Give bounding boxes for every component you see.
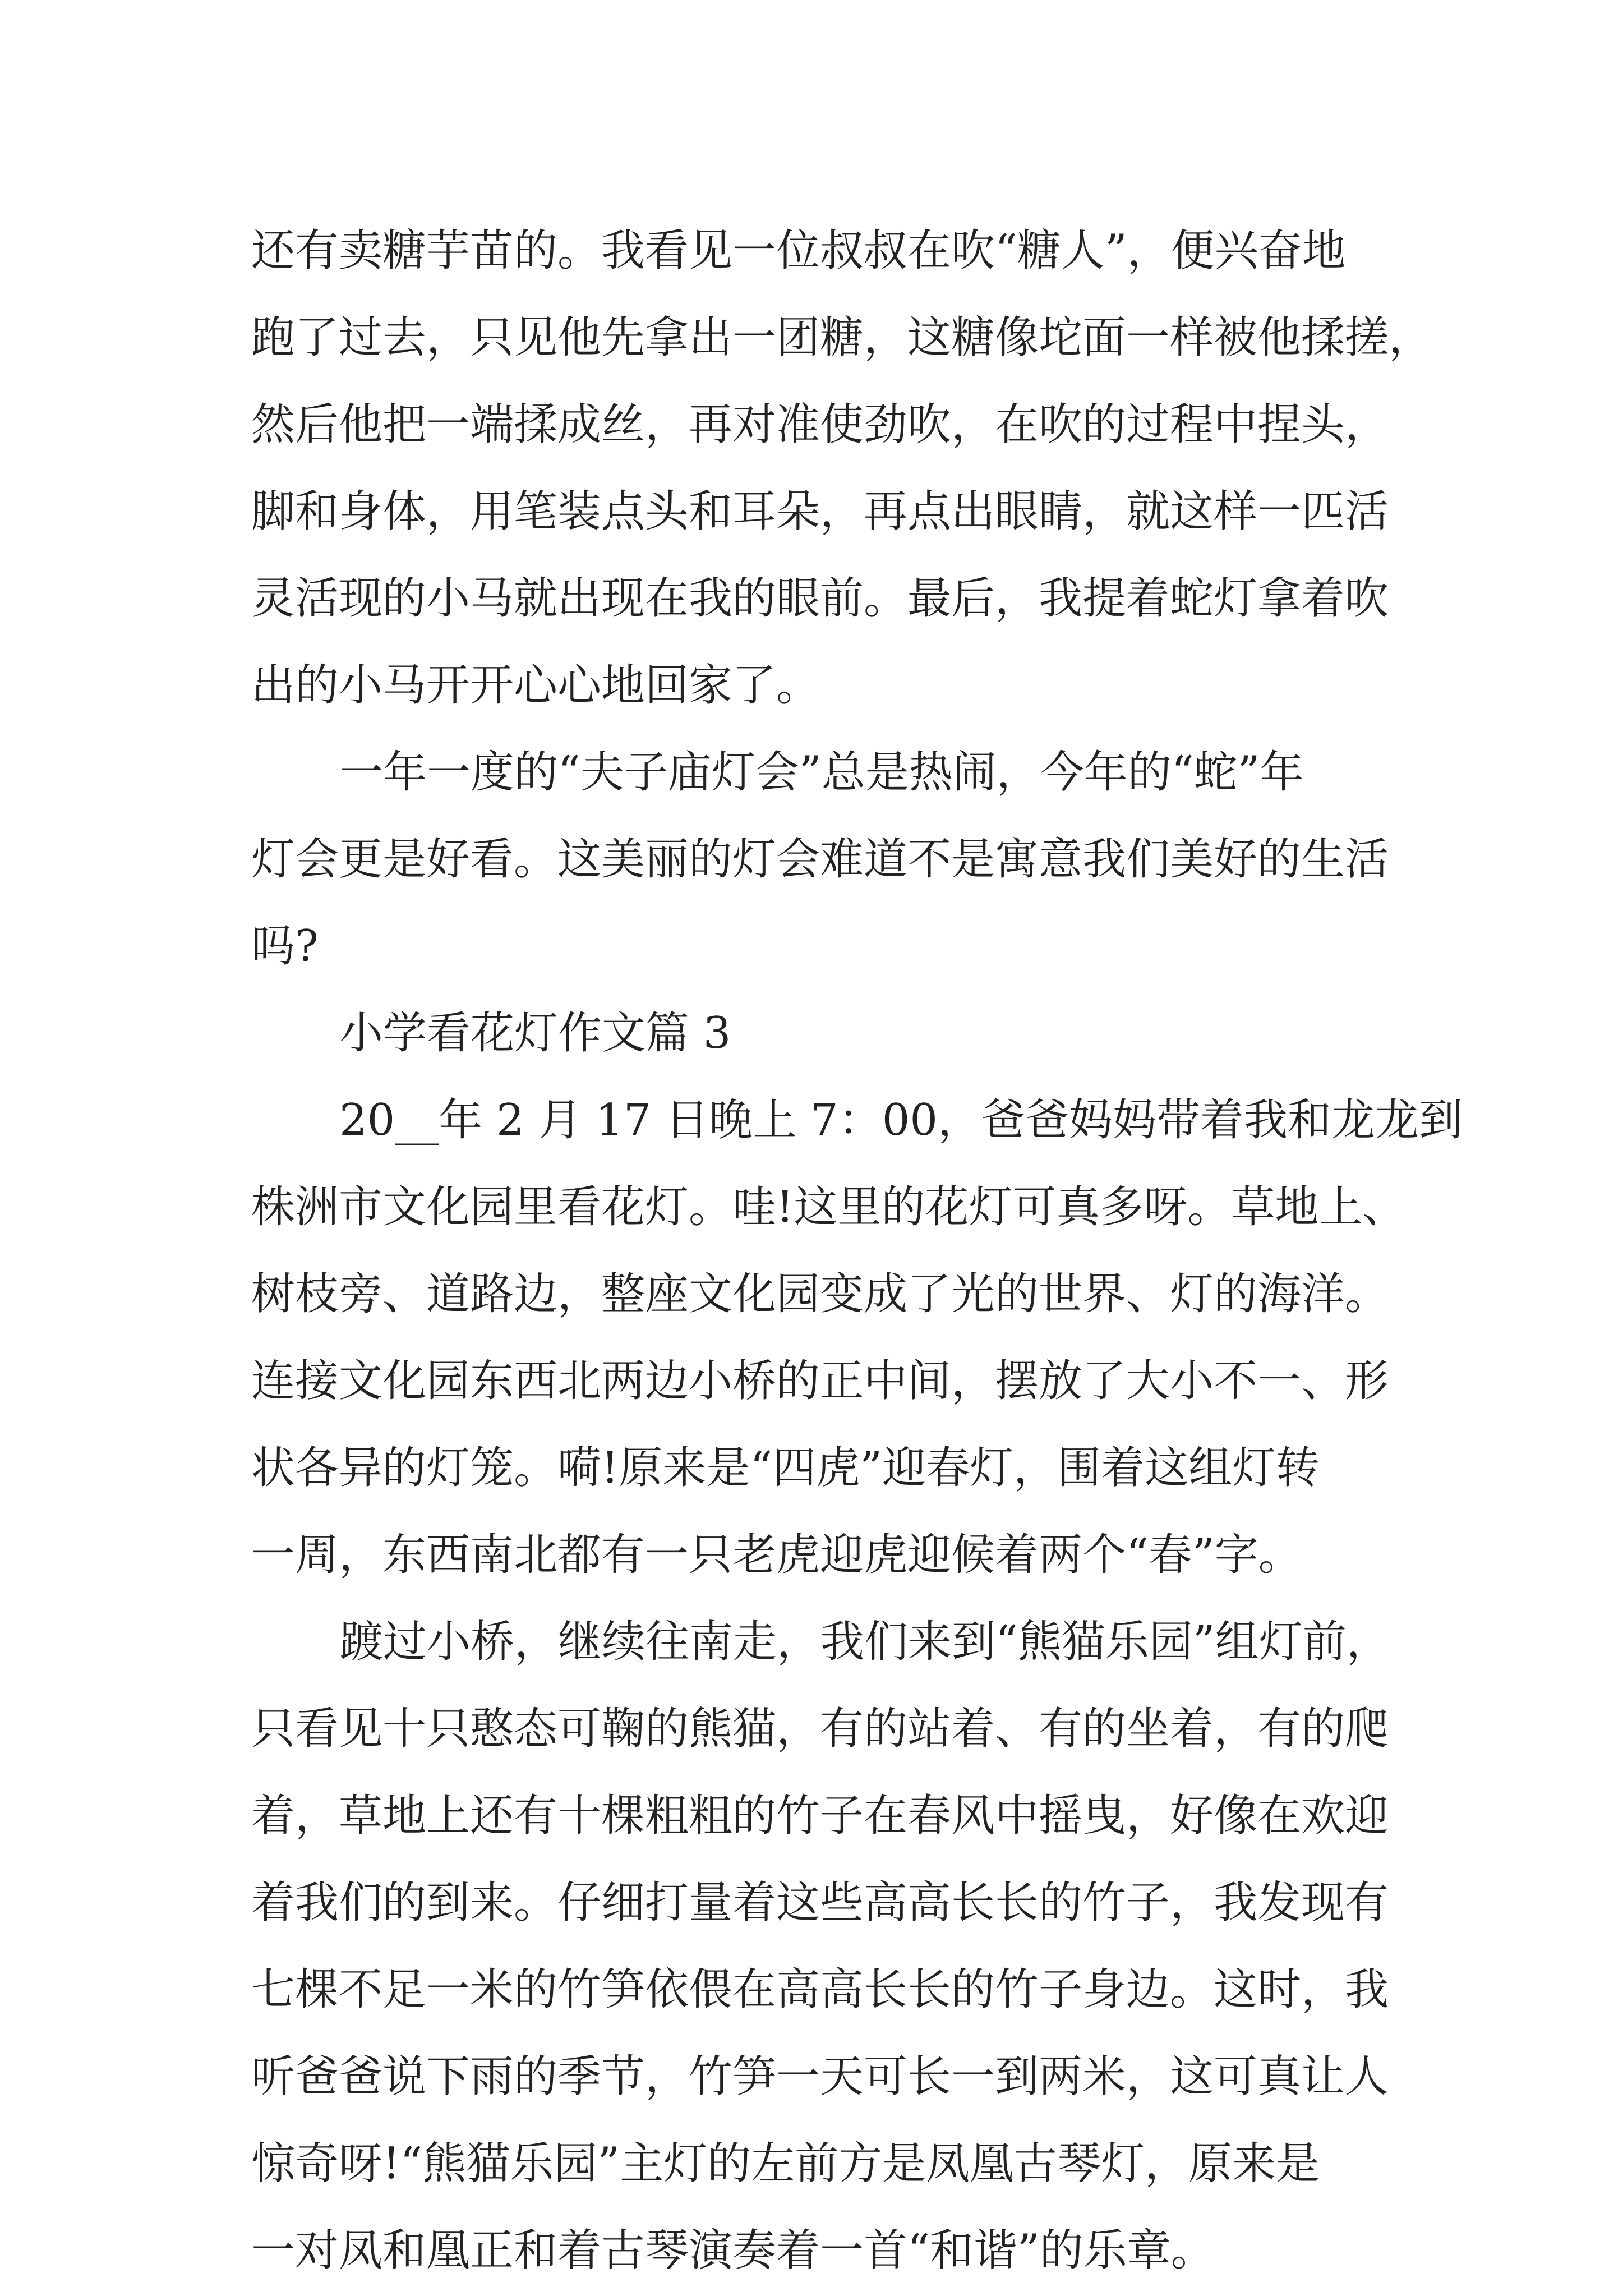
text-line: 连接文化园东西北两边小桥的正中间，摆放了大小不一、形 <box>251 1356 1389 1406</box>
paragraph-start-line: 踱过小桥，继续往南走，我们来到“熊猫乐园”组灯前， <box>339 1617 1390 1667</box>
body-text <box>251 208 1463 2294</box>
text-line: 一周，东西南北都有一只老虎迎虎迎候着两个“春”字。 <box>251 1530 1302 1580</box>
text-line: 着我们的到来。仔细打量着这些高高长长的竹子，我发现有 <box>251 1878 1389 1928</box>
text-line: 状各异的灯笼。嗬!原来是“四虎”迎春灯，围着这组灯转 <box>251 1443 1320 1493</box>
text-line: 株洲市文化园里看花灯。哇!这里的花灯可真多呀。草地上、 <box>251 1182 1407 1232</box>
text-line: 吗? <box>251 921 319 972</box>
text-line: 惊奇呀!“熊猫乐园”主灯的左前方是凤凰古琴灯，原来是 <box>251 2138 1320 2189</box>
text-line: 出的小马开开心心地回家了。 <box>251 660 820 711</box>
text-line: 只看见十只憨态可鞠的熊猫，有的站着、有的坐着，有的爬 <box>251 1704 1389 1754</box>
section-heading: 小学看花灯作文篇 3 <box>339 1008 731 1059</box>
paragraph-start-line: 20__年 2 月 17 日晚上 7：00，爸爸妈妈带着我和龙龙到 <box>339 1095 1463 1145</box>
text-line: 然后他把一端揉成丝，再对准使劲吹，在吹的过程中捏头， <box>251 399 1389 450</box>
text-line: 跑了过去，只见他先拿出一团糖，这糖像坨面一样被他揉搓， <box>251 312 1433 363</box>
text-line: 听爸爸说下雨的季节，竹笋一天可长一到两米，这可真让人 <box>251 2051 1389 2102</box>
text-line: 灵活现的小马就出现在我的眼前。最后，我提着蛇灯拿着吹 <box>251 573 1389 624</box>
text-line: 七棵不足一米的竹笋依偎在高高长长的竹子身边。这时，我 <box>251 1964 1389 2015</box>
text-line: 一对凤和凰正和着古琴演奏着一首“和谐”的乐章。 <box>251 2225 1215 2276</box>
text-line: 着，草地上还有十棵粗粗的竹子在春风中摇曳，好像在欢迎 <box>251 1791 1389 1841</box>
text-line: 脚和身体，用笔装点头和耳朵，再点出眼睛，就这样一匹活 <box>251 486 1389 537</box>
text-line: 灯会更是好看。这美丽的灯会难道不是寓意我们美好的生活 <box>251 834 1389 885</box>
paragraph-start-line: 一年一度的“夫子庙灯会”总是热闹，今年的“蛇”年 <box>339 747 1304 798</box>
text-line: 还有卖糖芋苗的。我看见一位叔叔在吹“糖人”，便兴奋地 <box>251 226 1346 276</box>
text-line: 树枝旁、道路边，整座文化园变成了光的世界、灯的海洋。 <box>251 1269 1389 1319</box>
